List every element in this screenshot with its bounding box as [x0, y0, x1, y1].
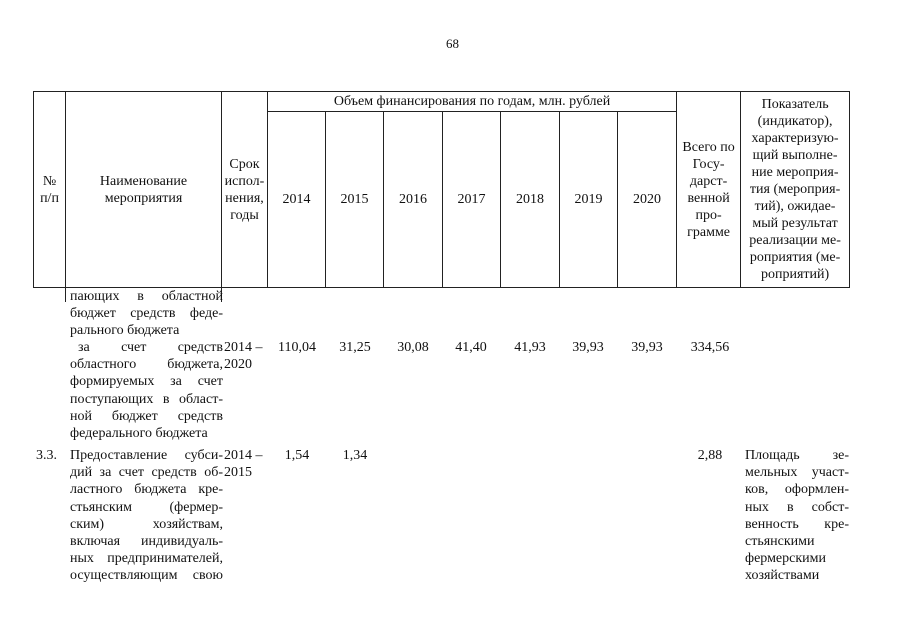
- header-indicator: Показатель (индикатор), характеризую- щий выполне- ние мероприя- тия (мероприя- тий), ожидае- мый результат реализации ме- роприятия (ме- роприятий): [741, 92, 850, 288]
- value-2015: 1,34: [342, 448, 368, 463]
- row-term: 2014 – 2020: [224, 340, 263, 373]
- header-year-2019: 2019: [560, 112, 618, 288]
- value-2014: 1,54: [284, 448, 310, 463]
- row-name: Предоставление субси- дий за счет средств об- ластного бюджета кре- стьянским (фермер- ским) хозяйствам, включая индивидуаль- ных предпринимателей, осуществляющим свою: [70, 448, 223, 584]
- row-indicator: Площадь зе- мельных участ- ков, оформлен- ных в собст- венность кре- стьянскими фермерскими хозяйствами: [745, 448, 849, 584]
- value-2019: 39,93: [572, 340, 604, 355]
- value-total: 334,56: [690, 340, 730, 355]
- row-name: пающих в областной бюджет средств феде- рального бюджета: [70, 289, 223, 339]
- row-number: 3.3.: [36, 448, 57, 463]
- value-2017: 41,40: [455, 340, 487, 355]
- value-total: 2,88: [697, 448, 723, 463]
- value-2018: 41,93: [514, 340, 546, 355]
- header-year-2020: 2020: [618, 112, 677, 288]
- header-year-2014: 2014: [268, 112, 326, 288]
- divider: [65, 287, 66, 302]
- header-year-2015: 2015: [326, 112, 384, 288]
- header-term: Срок испол- нения, годы: [222, 92, 268, 288]
- header-year-2018: 2018: [501, 112, 560, 288]
- header-year-2017: 2017: [443, 112, 501, 288]
- table-header: [33, 91, 850, 288]
- row-name: за счет средств областного бюджета, формируемых за счет поступающих в област- ной бюджет средств федерального бюджета: [70, 340, 223, 442]
- header-year-2016: 2016: [384, 112, 443, 288]
- row-term: 2014 – 2015: [224, 448, 263, 481]
- header-financing: Объем финансирования по годам, млн. рублей: [268, 92, 677, 112]
- value-2020: 39,93: [631, 340, 663, 355]
- header-name: Наименование мероприятия: [66, 92, 222, 288]
- value-2016: 30,08: [397, 340, 429, 355]
- header-number: № п/п: [34, 92, 66, 288]
- header-total: Всего по Госу- дарст- венной про- грамме: [677, 92, 741, 288]
- value-2014: 110,04: [278, 340, 316, 355]
- page-number: 68: [446, 36, 459, 51]
- value-2015: 31,25: [339, 340, 371, 355]
